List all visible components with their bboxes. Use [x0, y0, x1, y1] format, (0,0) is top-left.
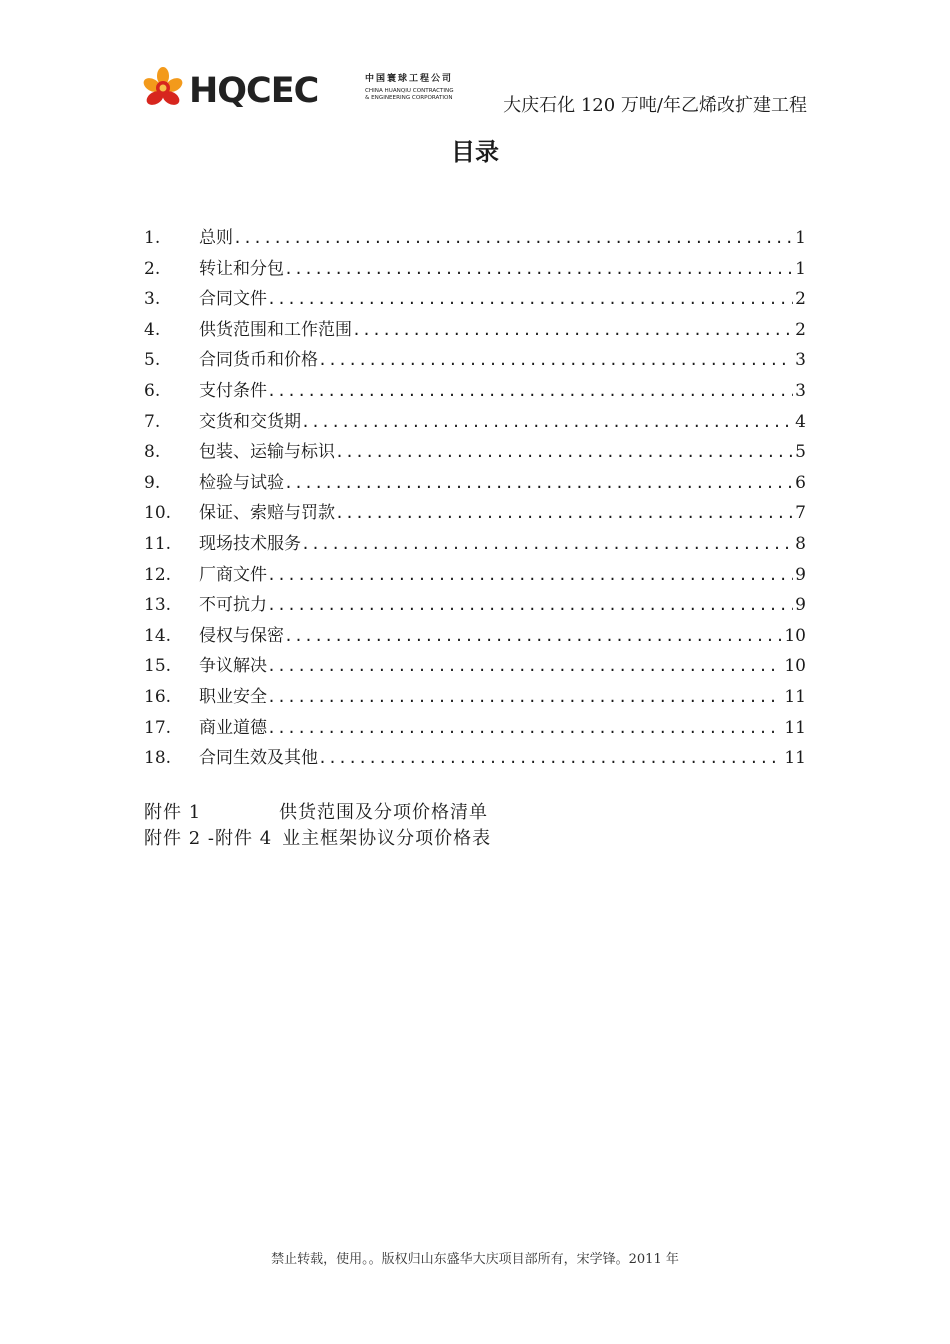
attachments-list — [144, 800, 491, 852]
toc-entry-label: 争议解决 — [199, 656, 267, 677]
toc-dot-leader — [284, 624, 782, 648]
toc-entry-label: 职业安全 — [199, 686, 267, 707]
toc-entry-page: 11 — [784, 748, 806, 769]
toc-entry-label: 不可抗力 — [199, 595, 267, 616]
toc-dot-leader — [318, 746, 782, 770]
logo-chinese-name: 中国寰球工程公司 — [365, 74, 454, 84]
toc-entry-number: 17. — [144, 717, 172, 738]
toc-entry-page: 11 — [784, 717, 806, 738]
attachment-title: 业主框架协议分项价格表 — [282, 828, 492, 849]
project-title: 大庆石化 120 万吨/年乙烯改扩建工程 — [503, 95, 807, 116]
toc-entry[interactable] — [144, 532, 806, 563]
logo-wordmark: HQCEC — [189, 71, 319, 111]
toc-entry-number: 3. — [144, 289, 161, 310]
toc-entry-label: 合同生效及其他 — [199, 748, 318, 769]
toc-entry-page: 7 — [795, 503, 806, 524]
toc-dot-leader — [301, 532, 793, 556]
toc-dot-leader — [267, 685, 782, 709]
hqcec-logo-graphic — [143, 66, 468, 112]
toc-dot-leader — [335, 440, 793, 464]
toc-dot-leader — [318, 348, 793, 372]
toc-entry[interactable] — [144, 624, 806, 655]
toc-dot-leader — [267, 287, 793, 311]
logo-english-line-1: CHINA HUANQIU CONTRACTING — [365, 88, 454, 94]
toc-entry-page: 3 — [795, 380, 806, 401]
toc-entry-number: 2. — [144, 258, 161, 279]
toc-entry-label: 交货和交货期 — [199, 411, 301, 432]
page-title: 目录 — [451, 138, 499, 166]
toc-dot-leader — [267, 654, 782, 678]
toc-entry[interactable] — [144, 318, 806, 349]
toc-dot-leader — [267, 716, 782, 740]
toc-entry-number: 12. — [144, 564, 172, 585]
toc-entry-label: 合同货币和价格 — [199, 350, 318, 371]
toc-entry-label: 现场技术服务 — [199, 533, 301, 554]
toc-entry-label: 商业道德 — [199, 717, 267, 738]
toc-entry-page: 5 — [795, 442, 806, 463]
page-header — [0, 0, 950, 120]
toc-dot-leader — [267, 593, 793, 617]
toc-dot-leader — [233, 226, 793, 250]
table-of-contents — [144, 226, 806, 777]
toc-entry-page: 4 — [795, 411, 806, 432]
toc-dot-leader — [267, 379, 793, 403]
toc-entry-number: 16. — [144, 686, 172, 707]
toc-entry-page: 10 — [784, 656, 806, 677]
toc-entry-page: 10 — [784, 625, 806, 646]
toc-dot-leader — [352, 318, 793, 342]
toc-entry-number: 6. — [144, 380, 161, 401]
toc-entry-number: 15. — [144, 656, 172, 677]
hqcec-logo — [143, 66, 468, 112]
toc-entry-page: 6 — [795, 472, 806, 493]
toc-entry[interactable] — [144, 410, 806, 441]
toc-entry[interactable] — [144, 257, 806, 288]
toc-dot-leader — [284, 471, 793, 495]
toc-entry-label: 保证、索赔与罚款 — [199, 503, 335, 524]
toc-entry-page: 1 — [795, 258, 806, 279]
toc-entry-label: 包装、运输与标识 — [199, 442, 335, 463]
toc-entry[interactable] — [144, 348, 806, 379]
toc-entry-number: 10. — [144, 503, 172, 524]
toc-entry-number: 4. — [144, 319, 161, 340]
toc-entry-label: 总则 — [199, 228, 233, 248]
attachment-prefix: 附件 2 -附件 4 — [144, 828, 273, 849]
toc-entry-number: 14. — [144, 625, 172, 646]
toc-entry-label: 侵权与保密 — [199, 625, 284, 646]
toc-entry-number: 1. — [144, 228, 161, 248]
copyright-footer: 禁止转载，使用。。版权归山东盛华大庆项目部所有，宋学锋。2011 年 — [271, 1252, 679, 1267]
toc-entry[interactable] — [144, 746, 806, 777]
toc-entry[interactable] — [144, 716, 806, 747]
toc-entry[interactable] — [144, 379, 806, 410]
toc-entry-number: 11. — [144, 533, 172, 554]
toc-dot-leader — [301, 410, 793, 434]
toc-entry-label: 厂商文件 — [199, 564, 267, 585]
toc-entry-page: 3 — [795, 350, 806, 371]
toc-entry[interactable] — [144, 501, 806, 532]
attachment-item — [144, 826, 491, 852]
toc-entry[interactable] — [144, 563, 806, 594]
toc-entry-label: 转让和分包 — [199, 258, 284, 279]
toc-entry[interactable] — [144, 440, 806, 471]
toc-entry[interactable] — [144, 654, 806, 685]
toc-entry-page: 8 — [795, 533, 806, 554]
toc-entry[interactable] — [144, 471, 806, 502]
toc-entry-label: 支付条件 — [199, 380, 267, 401]
toc-entry[interactable] — [144, 593, 806, 624]
toc-entry-page: 9 — [795, 564, 806, 585]
toc-entry-page: 2 — [795, 289, 806, 310]
header-divider — [143, 117, 807, 118]
toc-entry-number: 5. — [144, 350, 161, 371]
toc-entry-label: 合同文件 — [199, 289, 267, 310]
toc-entry-number: 13. — [144, 595, 172, 616]
toc-entry-page: 1 — [795, 228, 806, 248]
toc-entry-page: 11 — [784, 686, 806, 707]
toc-entry-label: 供货范围和工作范围 — [199, 319, 352, 340]
toc-entry-label: 检验与试验 — [199, 472, 284, 493]
toc-entry-number: 7. — [144, 411, 161, 432]
toc-dot-leader — [284, 257, 793, 281]
toc-entry-number: 18. — [144, 748, 172, 769]
toc-entry[interactable] — [144, 685, 806, 716]
toc-dot-leader — [267, 563, 793, 587]
toc-dot-leader — [335, 501, 793, 525]
attachment-title: 供货范围及分项价格清单 — [279, 802, 488, 823]
logo-english-line-2: & ENGINEERING CORPORATION — [365, 95, 453, 101]
toc-entry-number: 9. — [144, 472, 161, 493]
toc-entry-page: 9 — [795, 595, 806, 616]
toc-entry[interactable] — [144, 287, 806, 318]
toc-entry[interactable] — [144, 226, 806, 257]
flame-emblem-icon — [143, 67, 185, 108]
attachment-prefix: 附件 1 — [144, 802, 202, 823]
attachment-item — [144, 800, 491, 826]
toc-entry-number: 8. — [144, 442, 161, 463]
toc-entry-page: 2 — [795, 319, 806, 340]
